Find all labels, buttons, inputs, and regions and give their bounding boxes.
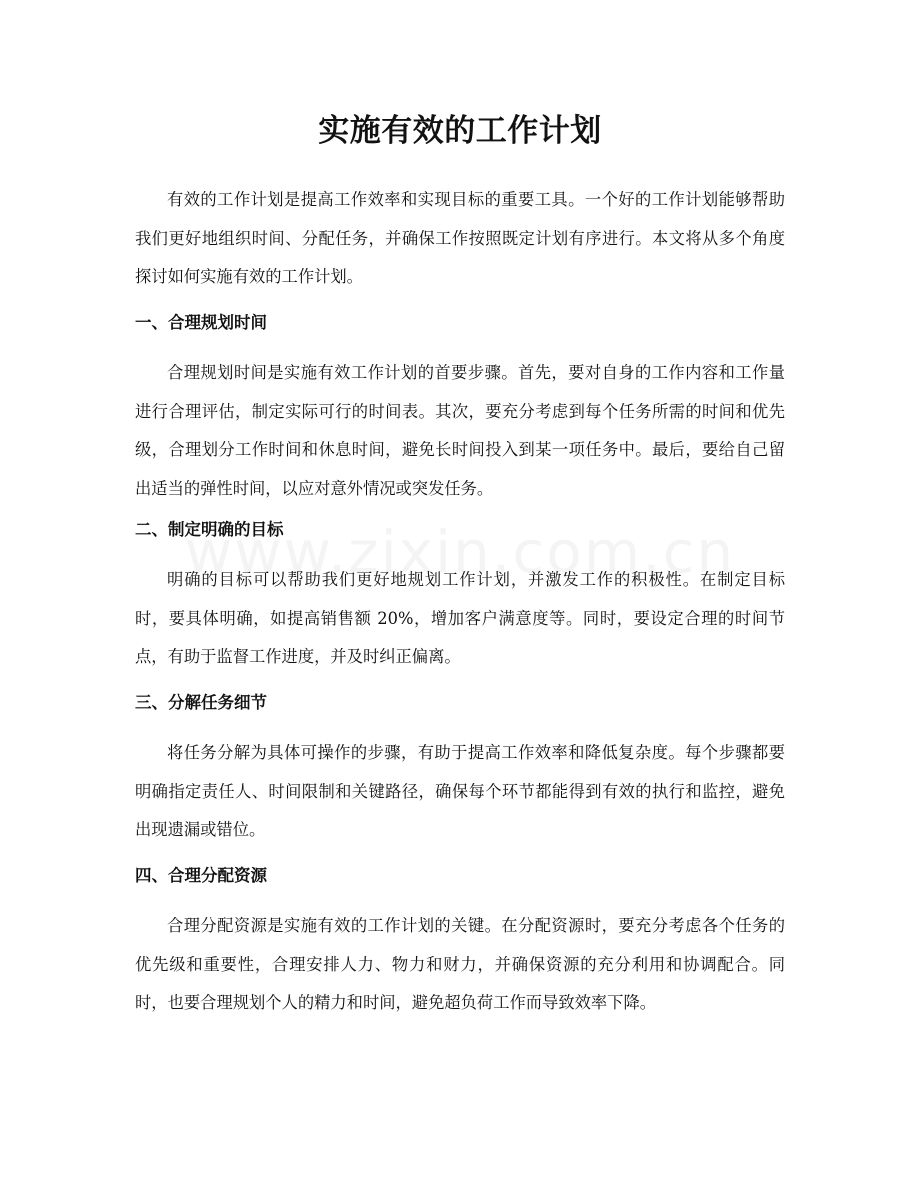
section-body-2: 明确的目标可以帮助我们更好地规划工作计划，并激发工作的积极性。在制定目标时，要具体明确，如提高销售额 20%，增加客户满意度等。同时，要设定合理的时间节点，有助于监督工作进度，并及时纠正偏离。 (135, 570, 785, 666)
page-title: 实施有效的工作计划 (318, 113, 602, 149)
section-body-1: 合理规划时间是实施有效工作计划的首要步骤。首先，要对自身的工作内容和工作量进行合理评估，制定实际可行的时间表。其次，要充分考虑到每个任务所需的时间和优先级，合理划分工作时间和休息时间，避免长时间投入到某一项任务中。最后，要给自己留出适当的弹性时间，以应对意外情况或突发任务。 (135, 363, 785, 498)
intro-paragraph: 有效的工作计划是提高工作效率和实现目标的重要工具。一个好的工作计划能够帮助我们更好地组织时间、分配任务，并确保工作按照既定计划有序进行。本文将从多个角度探讨如何实施有效的工作计划。 (135, 190, 785, 286)
section-heading-4: 四、合理分配资源 (135, 866, 267, 885)
section-heading-3: 三、分解任务细节 (135, 693, 267, 712)
section-heading-2: 二、制定明确的目标 (135, 520, 284, 539)
section-body-4: 合理分配资源是实施有效的工作计划的关键。在分配资源时，要充分考虑各个任务的优先级和重要性，合理安排人力、物力和财力，并确保资源的充分利用和协调配合。同时，也要合理规划个人的精力和时间，避免超负荷工作而导致效率下降。 (135, 916, 785, 1012)
section-heading-1: 一、合理规划时间 (135, 313, 267, 332)
section-body-3: 将任务分解为具体可操作的步骤，有助于提高工作效率和降低复杂度。每个步骤都要明确指定责任人、时间限制和关键路径，确保每个环节都能得到有效的执行和监控，避免出现遗漏或错位。 (135, 743, 785, 839)
